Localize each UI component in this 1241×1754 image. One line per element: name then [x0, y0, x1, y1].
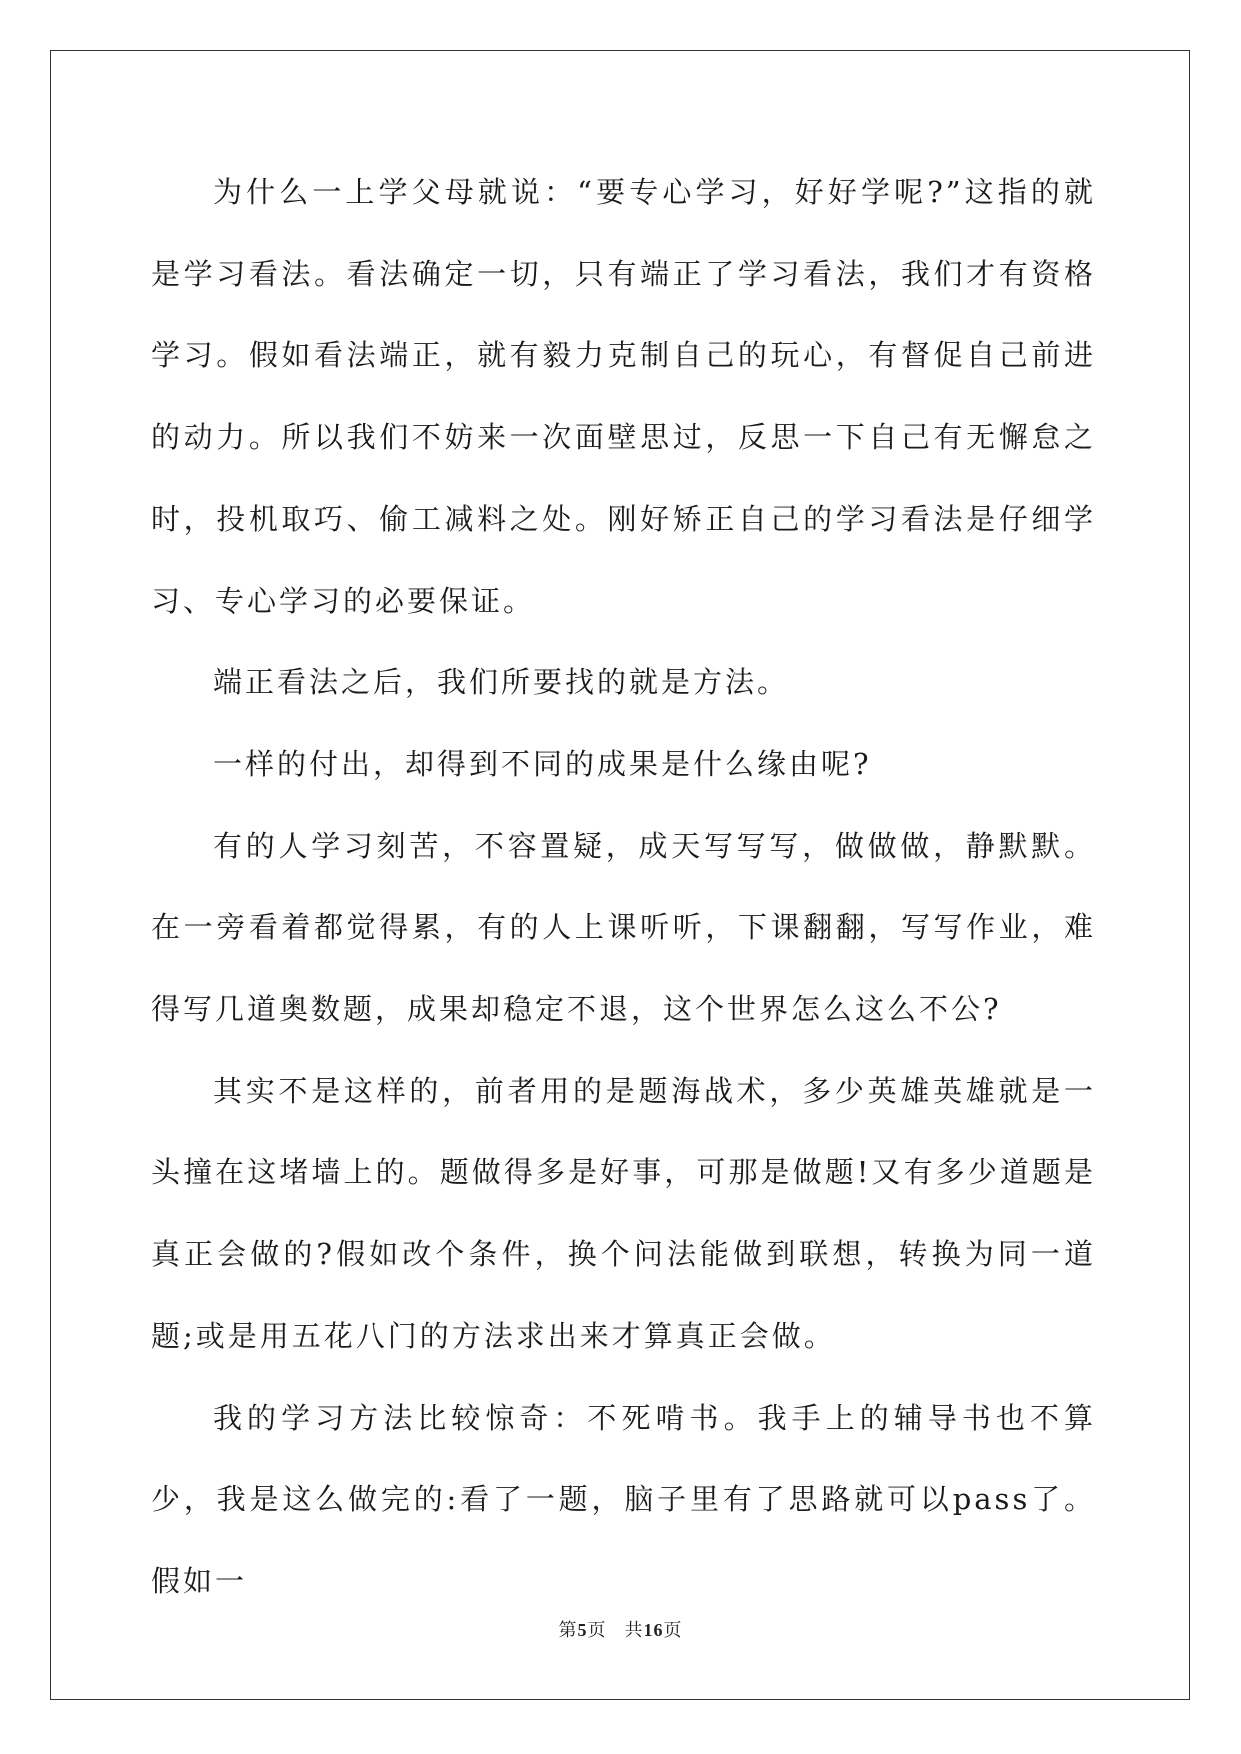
paragraph-3: 一样的付出，却得到不同的成果是什么缘由呢? [213, 746, 872, 781]
current-page-number: 5 [577, 1620, 588, 1640]
paragraph-2: 端正看法之后，我们所要找的就是方法。 [213, 665, 790, 700]
total-suffix: 页 [663, 1620, 683, 1641]
page-suffix: 页 [587, 1620, 607, 1641]
page-prefix: 第 [558, 1620, 578, 1641]
paragraph-6: 我的学习方法比较惊奇：不死啃书。我手上的辅导书也不算少，我是这么做完的:看了一题，脑子里有了思路就可以pass了。假如一 [151, 1400, 1096, 1598]
total-pages-number: 16 [643, 1620, 664, 1640]
paragraph-4: 有的人学习刻苦，不容置疑，成天写写写，做做做，静默默。在一旁看着都觉得累，有的人上课听听，下课翻翻，写写作业，难得写几道奥数题，成果却稳定不退，这个世界怎么这么不公? [151, 828, 1096, 1027]
total-prefix: 共 [624, 1620, 644, 1641]
paragraph-5: 其实不是这样的，前者用的是题海战术，多少英雄英雄就是一头撞在这堵墙上的。题做得多是好事，可那是做题!又有多少道题是真正会做的?假如改个条件，换个问法能做到联想，转换为同一道题;或是用五花八门的方法求出来才算真正会做。 [151, 1073, 1096, 1353]
document-body [151, 152, 1096, 1623]
paragraph-1: 为什么一上学父母就说：“要专心学习，好好学呢?”这指的就是学习看法。看法确定一切，只有端正了学习看法，我们才有资格学习。假如看法端正，就有毅力克制自己的玩心，有督促自己前进的动力。所以我们不妨来一次面壁思过，反思一下自己有无懈怠之时，投机取巧、偷工减料之处。刚好矫正自己的学习看法是仔细学习、专心学习的必要保证。 [151, 175, 1096, 618]
page-footer [0, 1616, 1241, 1642]
